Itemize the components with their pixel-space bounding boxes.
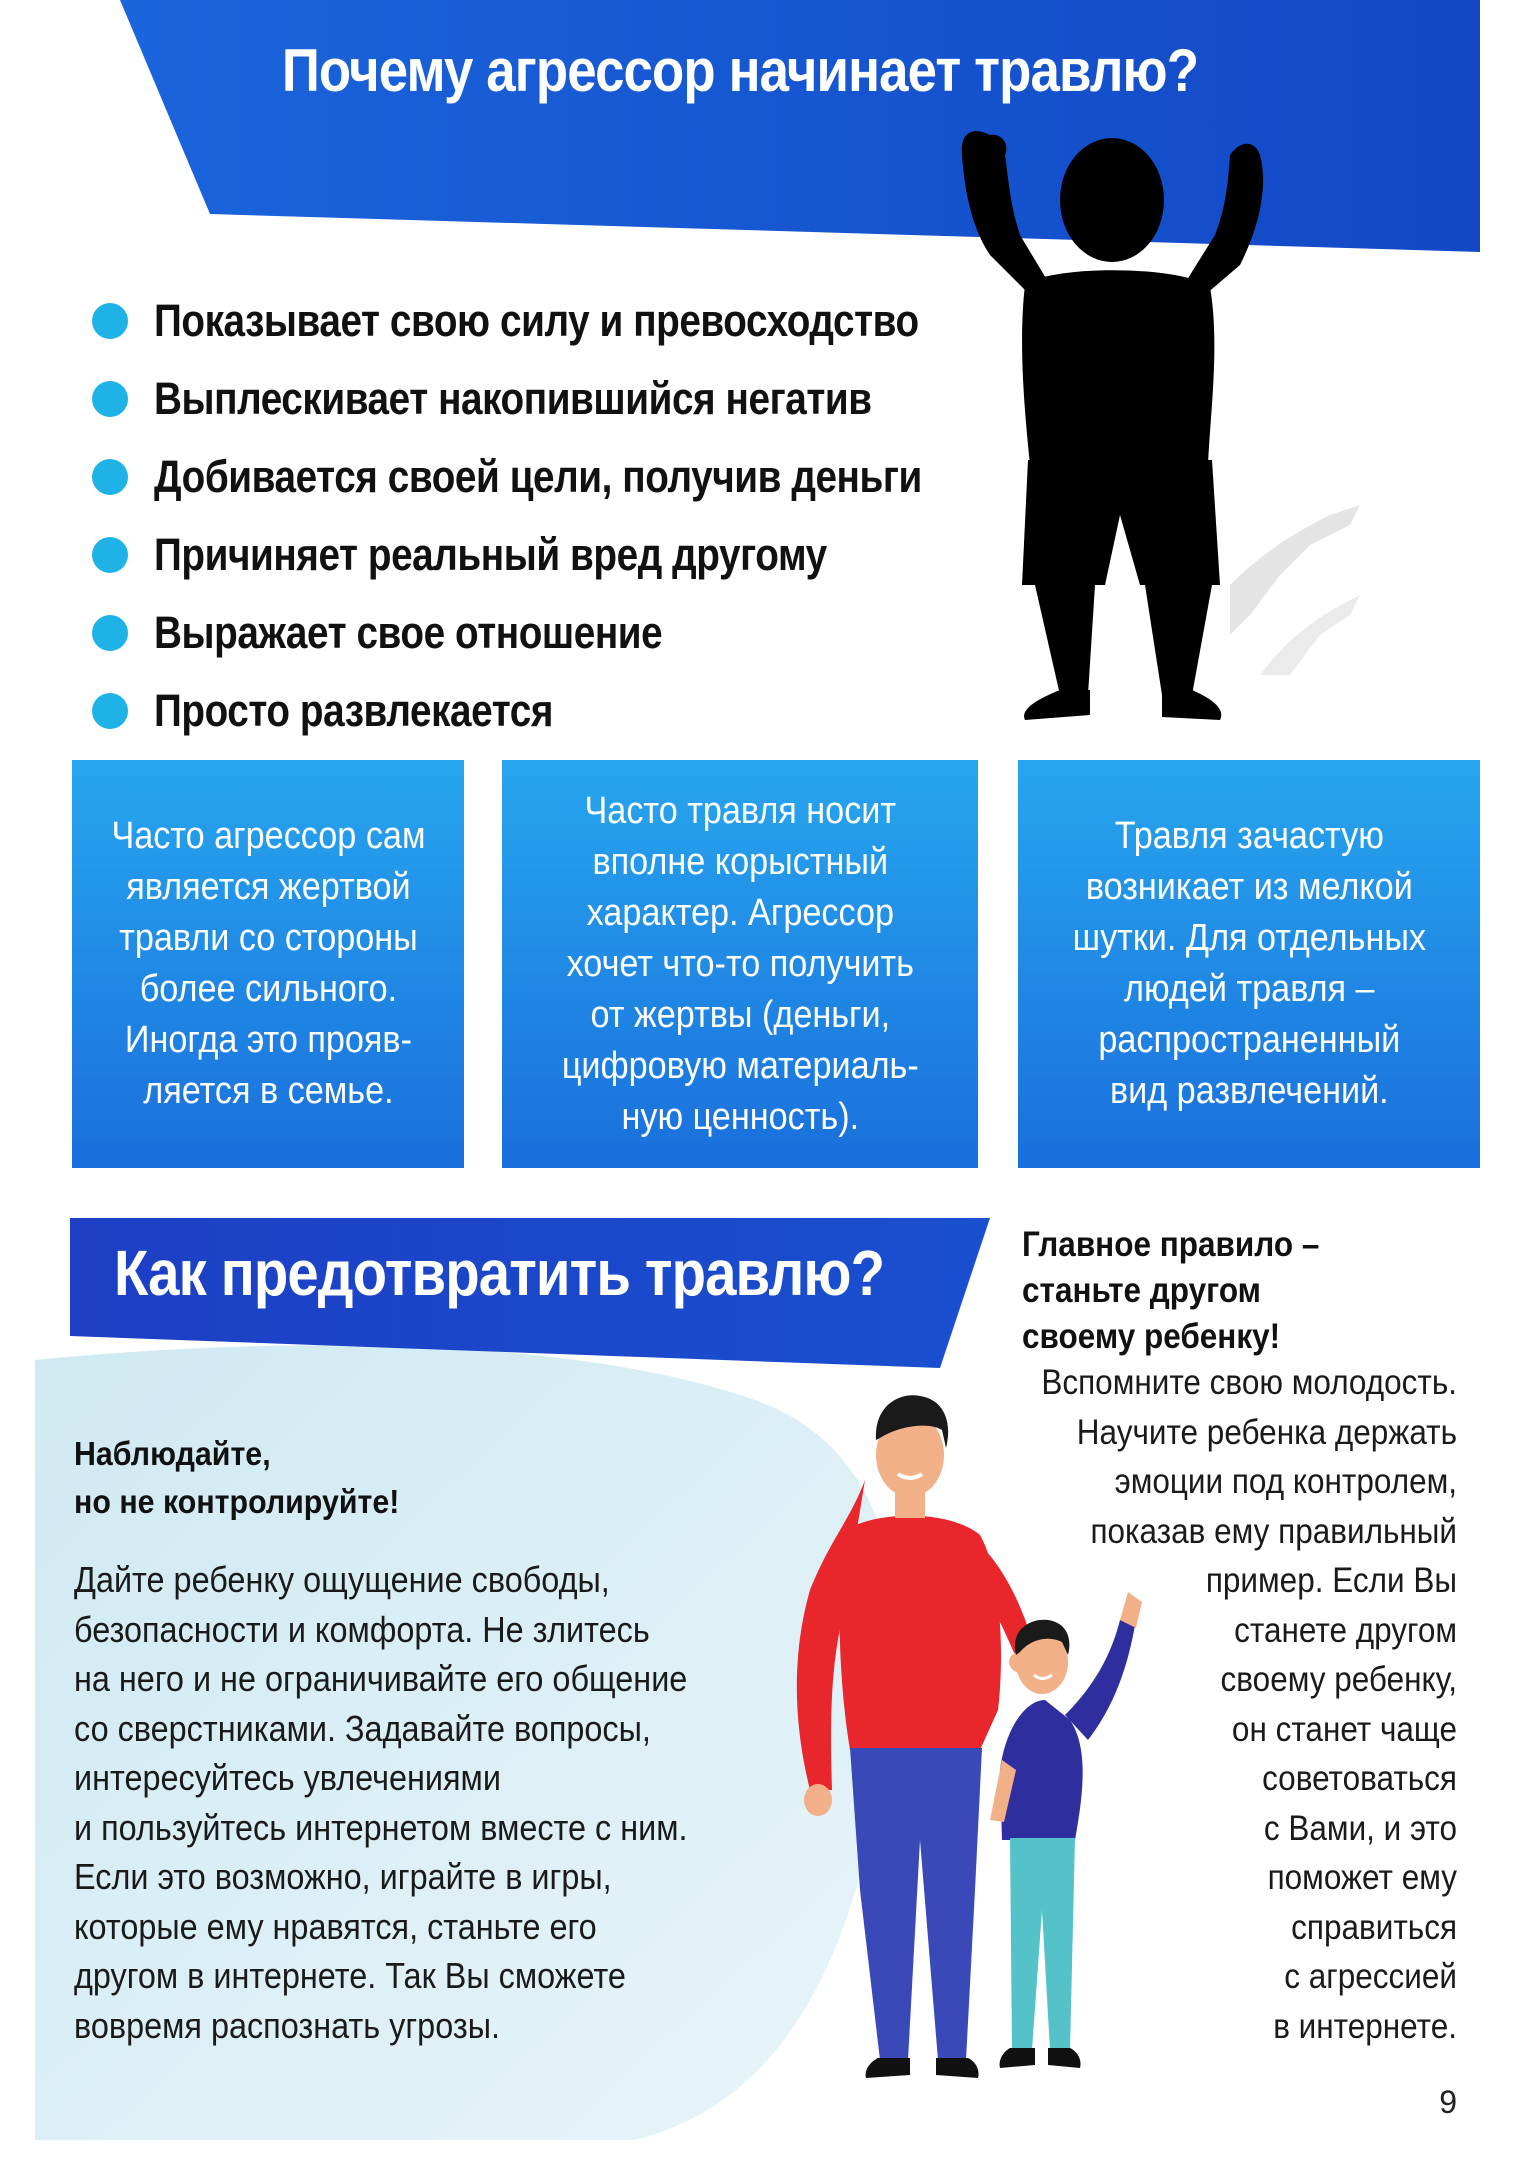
section-title-prevent: Как предотвратить травлю? (114, 1237, 885, 1309)
bullet-dot-icon (92, 459, 128, 495)
info-box-text: Травля зачастую возникает из мелкой шутки. Для отдельных людей травля – распространенный вид развлечений. (1072, 815, 1426, 1112)
info-box-joke (1018, 760, 1480, 1168)
observe-heading: Наблюдайте, но не контролируйте! (74, 1435, 400, 1520)
list-item: Добивается своей цели, получив деньги (92, 438, 992, 516)
page-number: 9 (1439, 2084, 1457, 2120)
list-item: Просто развлекается (92, 672, 992, 750)
bullet-dot-icon (92, 381, 128, 417)
list-item: Причиняет реальный вред другому (92, 516, 992, 594)
info-box-text: Часто травля носит вполне корыстный характер. Агрессор хочет что-то получить от жертвы (деньги, цифровую материаль- ную ценность). (561, 789, 919, 1138)
main-rule-body: Вспомните свою молодость. Научите ребенка держать эмоции под контролем, показав ему правильный пример. Если Вы станете другом своему ребенку, он станет чаще советоваться с Вами, и это поможет ему справиться с агрессией в интернете. (1041, 1363, 1457, 2046)
observe-body: Дайте ребенку ощущение свободы, безопасности и комфорта. Не злитесь на него и не ограничивайте его общение со сверстниками. Задавайте вопросы, интересуйтесь увлечениями и пользуйтесь интернетом вместе с ним. Если это возможно, играйте в игры, которые ему нравятся, станьте его другом в интернете. Так Вы сможете вовремя распознать угрозы. (74, 1559, 688, 2046)
main-rule-heading: Главное правило – станьте другом своему ребенку! (1022, 1225, 1320, 1356)
info-box-victim (72, 760, 464, 1168)
bullet-dot-icon (92, 537, 128, 573)
bullet-dot-icon (92, 693, 128, 729)
list-item: Выплескивает накопившийся негатив (92, 360, 992, 438)
boy-silhouette-illustration (930, 115, 1370, 735)
info-box-text: Часто агрессор сам является жертвой травли со стороны более сильного. Иногда это прояв- ляется в семье. (110, 815, 426, 1112)
info-box-selfish (502, 760, 978, 1168)
bullet-dot-icon (92, 615, 128, 651)
list-item: Показывает свою силу и превосходство (92, 282, 992, 360)
reasons-list (92, 282, 992, 750)
section-title-aggressor: Почему агрессор начинает травлю? (281, 37, 1199, 104)
list-item: Выражает свое отношение (92, 594, 992, 672)
bullet-dot-icon (92, 303, 128, 339)
